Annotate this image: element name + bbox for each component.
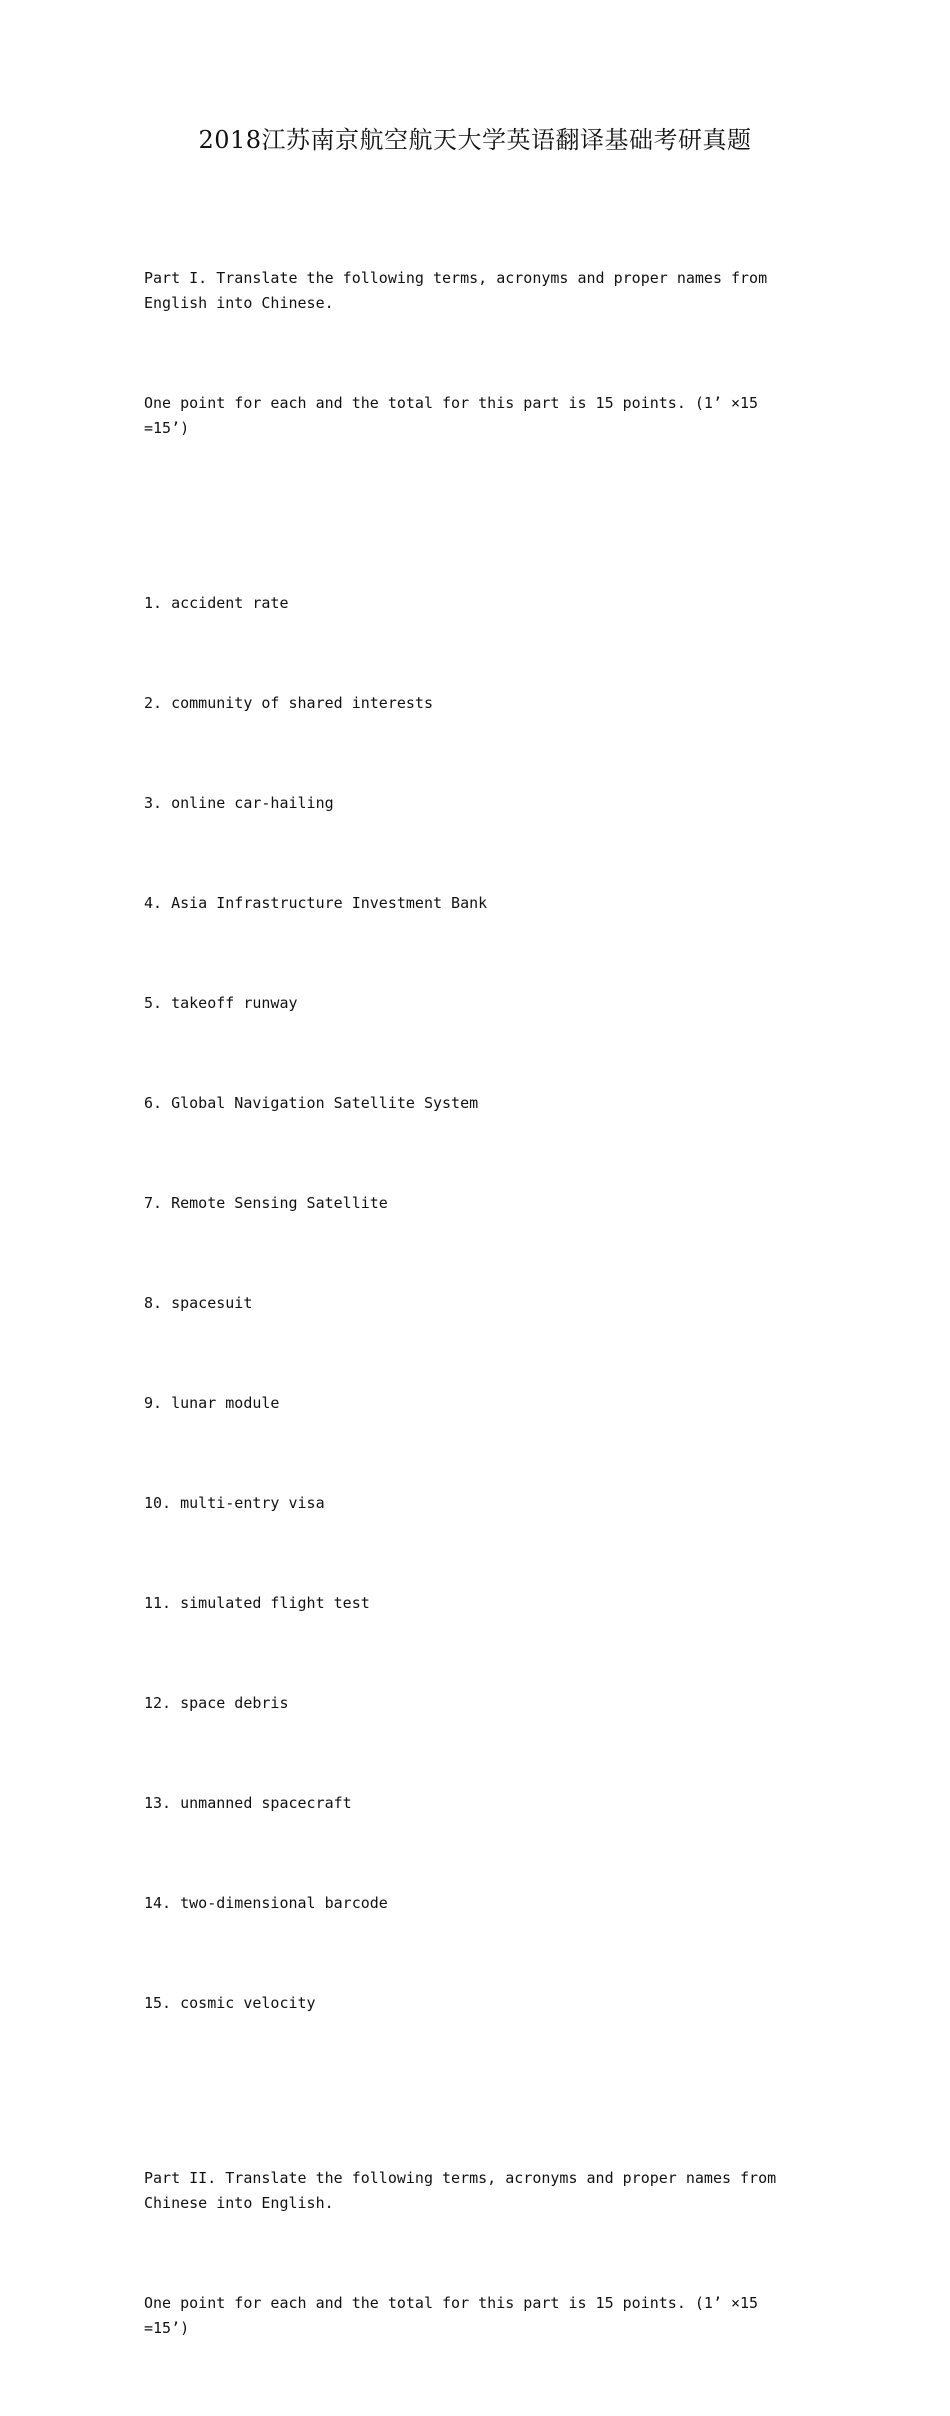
term-item: 10. multi-entry visa — [144, 1494, 325, 1512]
term-item: 15. cosmic velocity — [144, 1994, 316, 2012]
part2-heading: Part II. Translate the following terms, acronyms and proper names from Chinese into English. — [144, 2169, 786, 2212]
term-item: 6. Global Navigation Satellite System — [144, 1094, 479, 1112]
term-item: 3. online car-hailing — [144, 794, 334, 812]
term-item: 7. Remote Sensing Satellite — [144, 1194, 388, 1212]
term-item: 5. takeoff runway — [144, 994, 298, 1012]
document-title: 2018江苏南京航空航天大学英语翻译基础考研真题 — [198, 126, 752, 154]
term-item: 1. accident rate — [144, 594, 289, 612]
term-item: 8. spacesuit — [144, 1294, 253, 1312]
term-item: 2. community of shared interests — [144, 694, 433, 712]
term-item: 14. two-dimensional barcode — [144, 1894, 388, 1912]
part1-term-list — [144, 541, 810, 2091]
term-item: 9. lunar module — [144, 1394, 280, 1412]
term-item: 4. Asia Infrastructure Investment Bank — [144, 894, 488, 912]
part2-scoring: One point for each and the total for this part is 15 points. (1’ ×15 =15’) — [144, 2294, 768, 2337]
part1-heading: Part I. Translate the following terms, acronyms and proper names from English into Chinese. — [144, 269, 777, 312]
term-item: 11. simulated flight test — [144, 1594, 370, 1612]
term-item: 12. space debris — [144, 1694, 289, 1712]
part1-scoring: One point for each and the total for this part is 15 points. (1’ ×15 =15’) — [144, 394, 768, 437]
term-item: 13. unmanned spacecraft — [144, 1794, 352, 1812]
document-body — [144, 216, 810, 2416]
